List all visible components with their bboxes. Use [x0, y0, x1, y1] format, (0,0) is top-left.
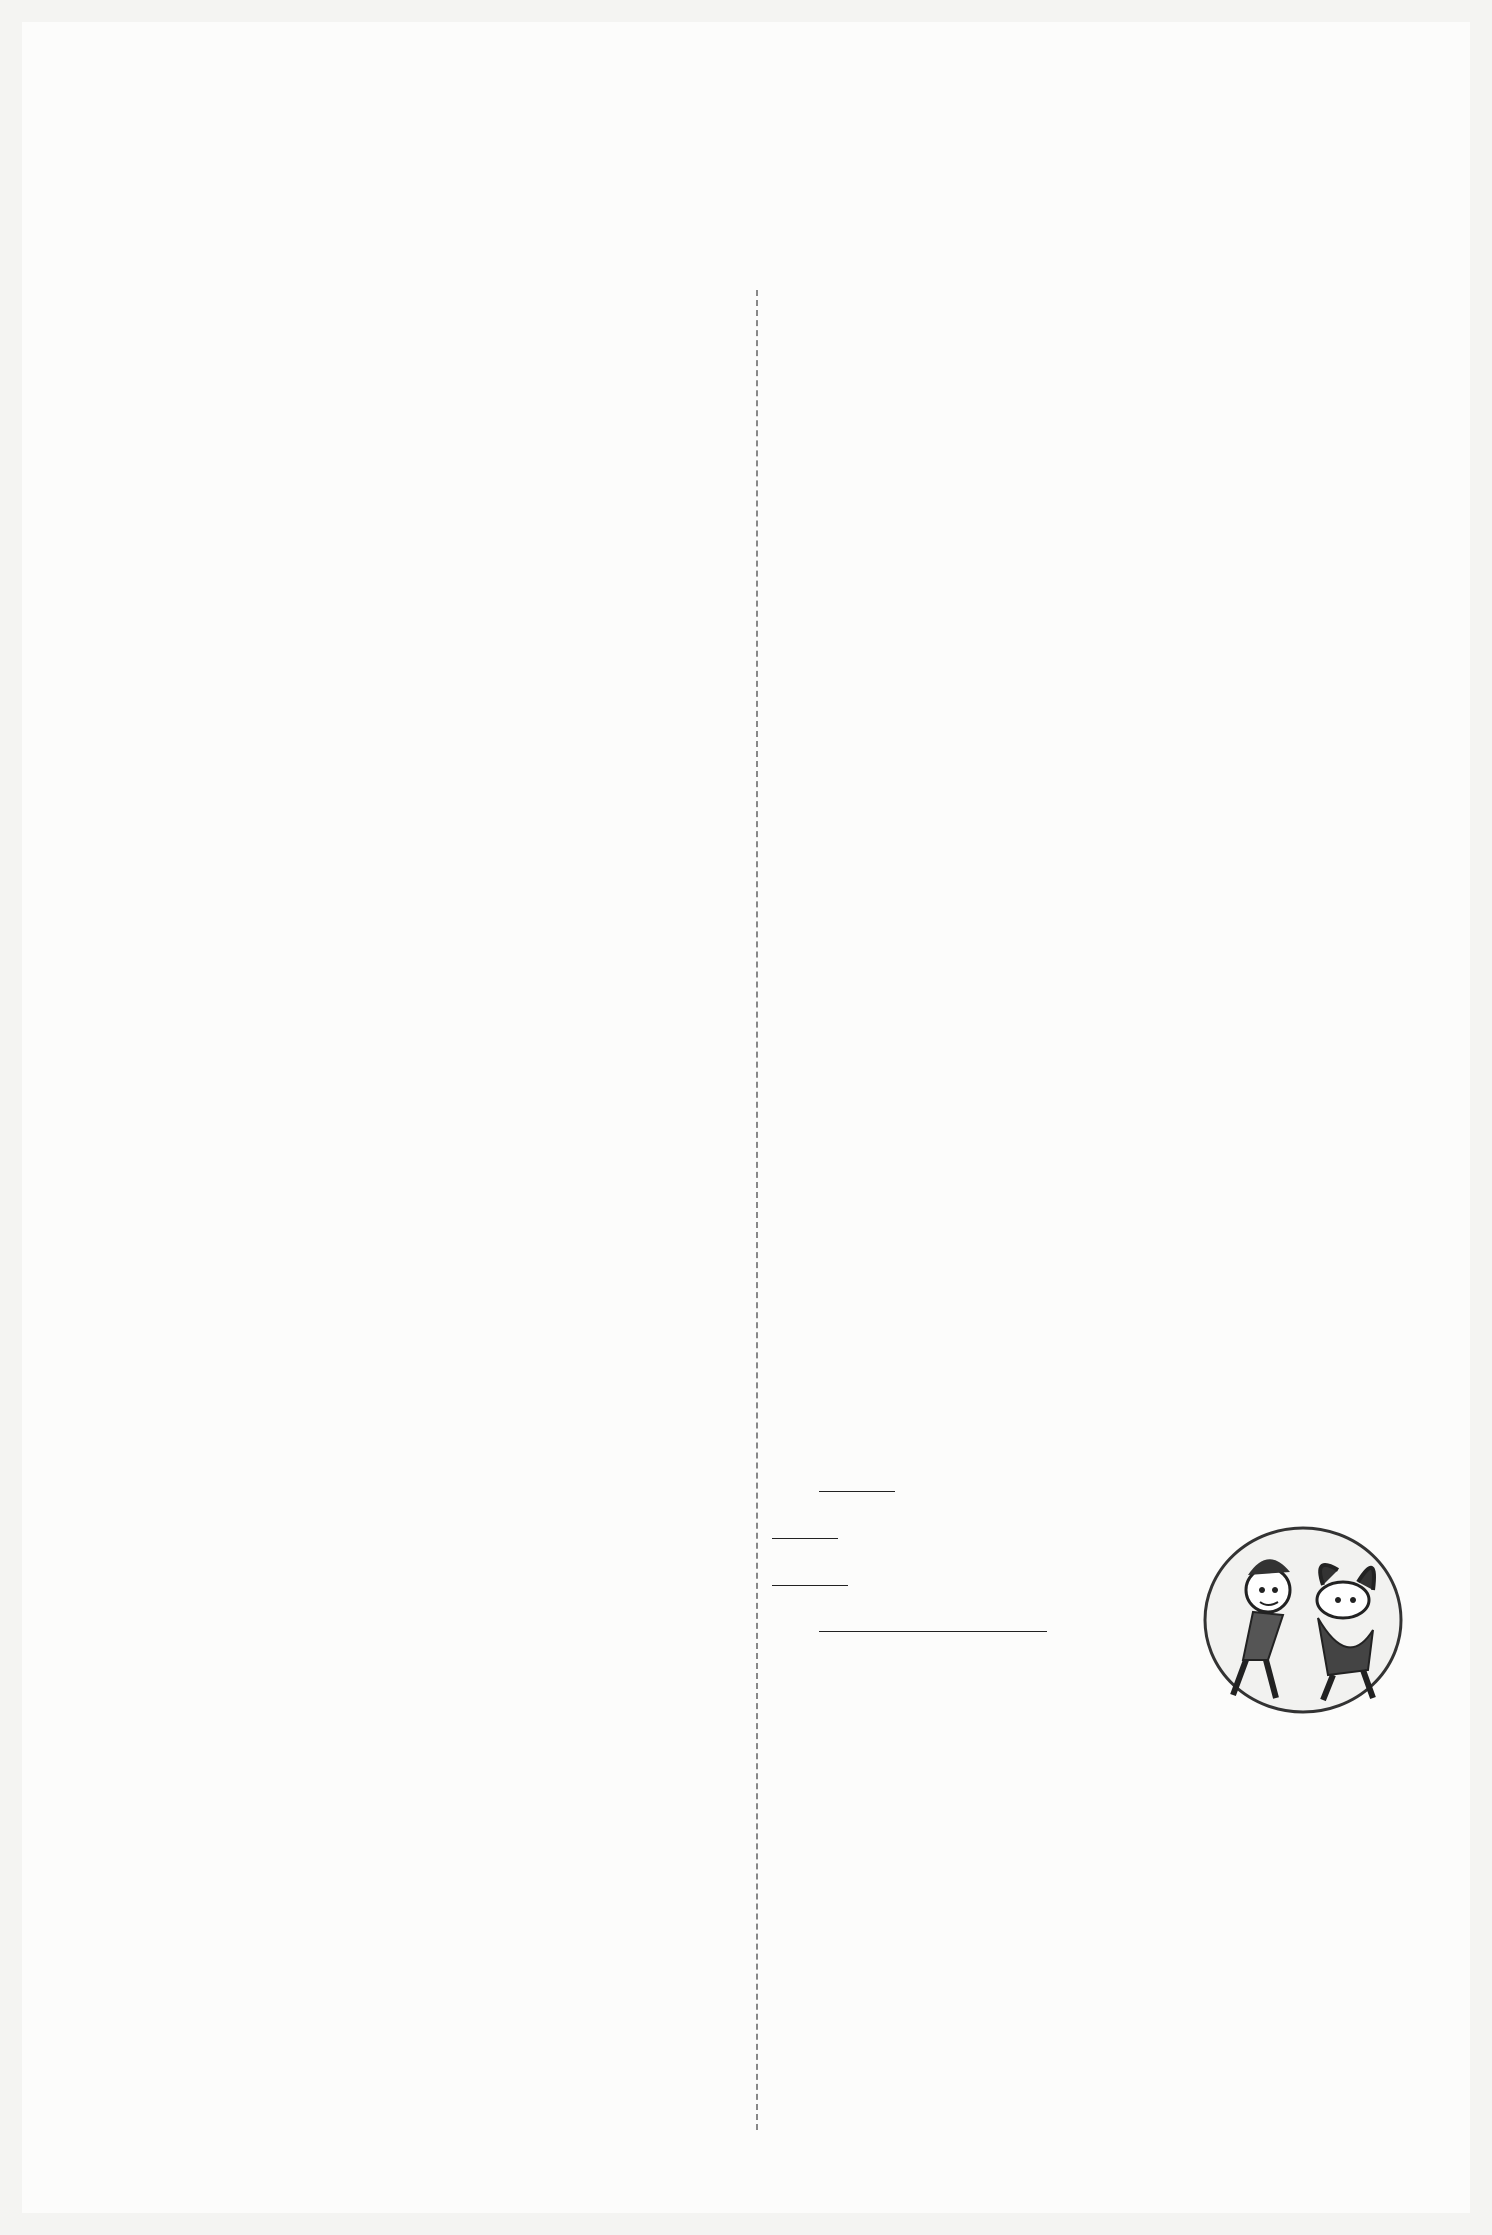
blank-1[interactable] — [819, 1491, 895, 1492]
boy-eye — [1259, 1587, 1265, 1593]
blank-5[interactable] — [895, 1631, 971, 1632]
passage2-line — [772, 1462, 1219, 1509]
dog-eye — [1350, 1597, 1356, 1603]
page-background — [22, 22, 1470, 2213]
blank-6[interactable] — [971, 1631, 1047, 1632]
dog-head — [1317, 1582, 1369, 1618]
dog-eye — [1335, 1597, 1341, 1603]
blank-4[interactable] — [819, 1631, 895, 1632]
cartoon-illustration — [1198, 1520, 1408, 1720]
passage2-line — [772, 1509, 1192, 1556]
boy-eye — [1272, 1587, 1278, 1593]
blank-3[interactable] — [772, 1585, 848, 1586]
column-divider — [756, 290, 758, 2130]
blank-2[interactable] — [772, 1538, 838, 1539]
